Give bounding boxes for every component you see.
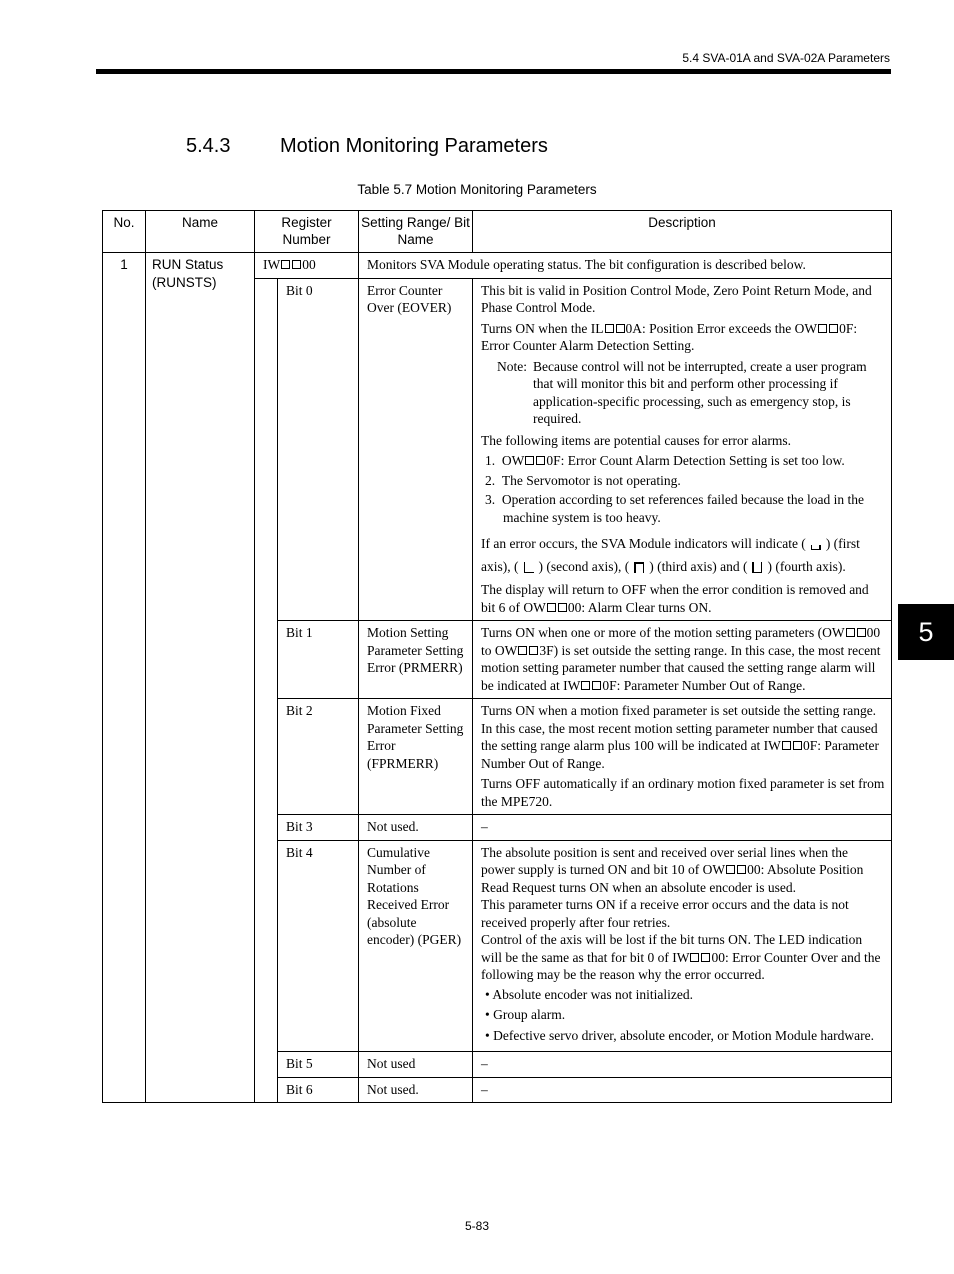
bit-label: Bit 4: [278, 840, 359, 1052]
bit-name: Not used: [359, 1052, 473, 1078]
placeholder-box-icon: [525, 456, 534, 465]
page-number: 5-83: [464, 1219, 490, 1233]
bit-label: Bit 3: [278, 815, 359, 841]
list-item: • Absolute encoder was not initialized.: [485, 986, 693, 1002]
section-title: Motion Monitoring Parameters: [280, 135, 548, 157]
placeholder-box-icon: [690, 953, 699, 962]
placeholder-box-icon: [818, 324, 827, 333]
placeholder-box-icon: [292, 260, 301, 269]
col-header-setting: Setting Range/ Bit Name: [359, 211, 473, 253]
placeholder-box-icon: [547, 603, 556, 612]
placeholder-box-icon: [518, 646, 527, 655]
bit-label: Bit 1: [278, 621, 359, 699]
list-item: 3. Operation according to set references failed because the load in the machine system is too heavy.: [485, 492, 864, 525]
placeholder-box-icon: [529, 646, 538, 655]
placeholder-box-icon: [581, 681, 590, 690]
motion-monitoring-table: [102, 210, 892, 1103]
placeholder-box-icon: [846, 628, 855, 637]
led-fourth-axis-icon: [751, 562, 763, 573]
list-item: • Group alarm.: [485, 1007, 566, 1022]
table-header-row: [103, 211, 892, 253]
col-header-register: Register Number: [255, 211, 359, 253]
placeholder-box-icon: [281, 260, 290, 269]
bit-label: Bit 0: [278, 278, 359, 621]
cause-bullets: [481, 986, 885, 1045]
table-caption: Table 5.7 Motion Monitoring Parameters: [357, 182, 597, 197]
bit-description: This bit is valid in Position Control Mode, Zero Point Return Mode, and Phase Control Mode. Turns ON when the IL 0A: Position Error exceeds the OW 0F: Error Counter Alarm Detection Setting. Note: Because control will not be interrupted, create a user program that will monitor this bit and perform other processing if application-specific processing, such as emergency stop, is required. The following items are potential causes for error alarms. 1. OW 0F: Error Count Alarm Detection Setting is set too low. 2. The Servomotor is not operating. 3. Operation according to set references failed because the load in the machine system is too heavy. If an error occurs, the SVA Module indicators will indicate ( ) (first axis), ( ) (second axis), ( ) (third axis) and ( ) (fourth axis). The display will return to OFF when the error condition is removed and bit 6 of OW 00: Alarm Clear turns ON.: [473, 278, 892, 621]
placeholder-box-icon: [701, 953, 710, 962]
row-number: 1: [103, 253, 146, 1103]
col-header-name: Name: [146, 211, 255, 253]
bit-description: –: [473, 1077, 892, 1103]
cause-list: [481, 452, 885, 526]
placeholder-box-icon: [605, 324, 614, 333]
indent-spacer: [255, 278, 278, 1103]
bit-name: Error Counter Over (EOVER): [359, 278, 473, 621]
placeholder-box-icon: [782, 741, 791, 750]
bit-description: Turns ON when one or more of the motion setting parameters (OW 00 to OW 3F) is set outside the setting range. In this case, the most recent motion setting parameter number that caused the setting range alarm will be indicated at IW 0F: Parameter Number Out of Range.: [473, 621, 892, 699]
placeholder-box-icon: [616, 324, 625, 333]
running-header: 5.4 SVA-01A and SVA-02A Parameters: [682, 51, 890, 65]
bit-description: –: [473, 1052, 892, 1078]
bit-description: The absolute position is sent and received over serial lines when the power supply is turned ON and bit 10 of OW 00: Absolute Position Read Request turns ON when an absolute encoder is used. This parameter turns ON if a receive error occurs and the data is not received properly after four retries. Control of the axis will be lost if the bit turns ON. The LED indication will be the same as that for bit 0 of IW 00: Error Counter Over and the following may be the reason why the error occurred. • Absolute encoder was not initialized. • Group alarm. • Defective servo driver, absolute encoder, or Motion Module hardware.: [473, 840, 892, 1052]
led-first-axis-icon: [810, 539, 822, 550]
header-rule: [96, 69, 891, 74]
chapter-tab: 5: [898, 604, 954, 660]
parameter-name: RUN Status (RUNSTS): [146, 253, 255, 1103]
bit-name: Cumulative Number of Rotations Received Error (absolute encoder) (PGER): [359, 840, 473, 1052]
placeholder-box-icon: [726, 865, 735, 874]
col-header-no: No.: [103, 211, 146, 253]
led-second-axis-icon: [523, 562, 535, 573]
list-item: 2. The Servomotor is not operating.: [485, 472, 681, 488]
register-number: IW 00: [255, 253, 359, 279]
bit-description: Turns ON when a motion fixed parameter is set outside the setting range. In this case, the most recent motion setting parameter number that caused the setting range alarm plus 100 will be indicated at IW 0F: Parameter Number Out of Range. Turns OFF automatically if an ordinary motion fixed parameter is set from the MPE720.: [473, 699, 892, 815]
list-item: 1. OW 0F: Error Count Alarm Detection Setting is set too low.: [485, 453, 845, 468]
placeholder-box-icon: [793, 741, 802, 750]
bit-label: Bit 6: [278, 1077, 359, 1103]
bit-description: –: [473, 815, 892, 841]
note: Note: Because control will not be interrupted, create a user program that will monitor this bit and perform other processing if application-specific processing, such as emergency stop, is required.: [497, 358, 867, 426]
placeholder-box-icon: [536, 456, 545, 465]
placeholder-box-icon: [592, 681, 601, 690]
bit-label: Bit 2: [278, 699, 359, 815]
list-item: • Defective servo driver, absolute encoder, or Motion Module hardware.: [485, 1027, 875, 1043]
bit-name: Motion Setting Parameter Setting Error (PRMERR): [359, 621, 473, 699]
bit-name: Not used.: [359, 1077, 473, 1103]
bit-label: Bit 5: [278, 1052, 359, 1078]
placeholder-box-icon: [737, 865, 746, 874]
section-number: 5.4.3: [186, 135, 231, 157]
section-heading: [186, 135, 548, 158]
row-summary: Monitors SVA Module operating status. The bit configuration is described below.: [359, 253, 892, 279]
bit-name: Not used.: [359, 815, 473, 841]
led-third-axis-icon: [633, 562, 645, 573]
col-header-description: Description: [473, 211, 892, 253]
table-row: [103, 253, 892, 279]
placeholder-box-icon: [829, 324, 838, 333]
placeholder-box-icon: [558, 603, 567, 612]
placeholder-box-icon: [857, 628, 866, 637]
bit-name: Motion Fixed Parameter Setting Error (FPRMERR): [359, 699, 473, 815]
